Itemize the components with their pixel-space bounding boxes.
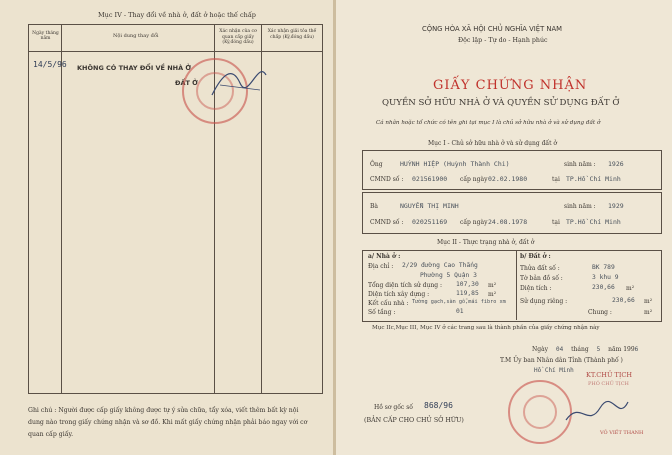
house-heading: a/ Nhà ở : [368, 253, 401, 260]
house-build-unit: m² [488, 291, 497, 298]
section-iv-title: Mục IV - Thay đổi về nhà ở, đất ở hoặc thế chấp [98, 11, 256, 19]
committee-line-1: T.M Ủy ban Nhân dân Tỉnh (Thành phố ) [500, 357, 623, 364]
owner2-at-label: tại [552, 219, 560, 226]
owner2-issued-label: cấp ngày [460, 219, 488, 226]
owner1-birth: 1926 [608, 160, 624, 168]
date-day-label: Ngày [532, 346, 549, 353]
official-seal-right-inner [523, 395, 557, 429]
house-build: 119,85 [456, 290, 479, 297]
footer-note-3: quan cấp giấy. [28, 431, 74, 438]
row-content-line1: KHÔNG CÓ THAY ĐỔI VỀ NHÀ Ở [77, 64, 192, 72]
house-addr-label: Địa chỉ : [368, 263, 394, 270]
house-total-unit: m² [488, 282, 497, 289]
land-private-unit: m² [644, 298, 653, 305]
owner1-id: 021561900 [412, 175, 448, 183]
house-build-label: Diện tích xây dựng : [368, 291, 430, 298]
intro-text: Cá nhân hoặc tổ chức có tên ghi tại mục I là chủ sở hữu nhà ở và sử dụng đất ở [376, 120, 601, 126]
owner2-label: Bà [370, 203, 378, 210]
chair-stamp: KT.CHỦ TỊCH [586, 371, 633, 379]
house-total-label: Tổng diện tích sử dụng : [368, 282, 443, 289]
house-floors: 01 [456, 308, 464, 315]
owner2-name: NGUYỄN THỊ MINH [400, 202, 459, 210]
land-map: 3 khu 9 [592, 274, 619, 281]
national-motto: Độc lập - Tự do - Hạnh phúc [458, 37, 548, 44]
date-day: 04 [555, 346, 564, 353]
row-date: 14/5/96 [33, 60, 67, 69]
owner2-place: TP.Hồ Chí Minh [566, 218, 621, 226]
owner1-id-label: CMND số : [370, 176, 404, 183]
chair-subtitle: PHÓ CHỦ TỊCH [588, 381, 629, 387]
header-confirm: Xác nhận của cơ quan cấp giấy (Ký,đóng dấu) [219, 29, 257, 46]
header-mortgage: Xác nhận giải tỏa thế chấp (Ký,đóng dấu) [267, 29, 317, 40]
house-struct-label: Kết cấu nhà : [368, 300, 409, 307]
date-year: 6 [634, 346, 639, 353]
changes-table [28, 24, 323, 394]
footer-note-2: dung nào trong giấy chứng nhận và sơ đồ. Khi mất giấy chứng nhận phải báo ngay với cơ [28, 419, 308, 426]
land-lot: BK 789 [592, 264, 615, 271]
file-number: 868/96 [424, 401, 453, 410]
date-year-label: năm 199 [608, 346, 635, 353]
owner1-issued: 02.02.1980 [488, 175, 528, 183]
signature-icon [210, 55, 270, 105]
owner1-issued-label: cấp ngày [460, 176, 488, 183]
land-shared-unit: m² [644, 309, 653, 316]
row-content-line2: ĐẤT Ở [175, 79, 198, 87]
signer-name: VÕ VIẾT THANH [600, 430, 644, 436]
certificate-subtitle: QUYỀN SỞ HỮU NHÀ Ở VÀ QUYỀN SỬ DỤNG ĐẤT Ở [382, 98, 620, 108]
continuation-note: Mục IIc,Mục III, Mục IV ở các trang sau là thành phần của giấy chứng nhận này [372, 325, 600, 331]
owner-box-2 [362, 192, 662, 234]
land-heading: b/ Đất ở : [520, 253, 551, 260]
land-area-label: Diện tích : [520, 285, 552, 292]
land-lot-label: Thửa đất số : [520, 265, 560, 272]
land-shared-label: Chung : [588, 309, 612, 316]
left-page [0, 0, 333, 455]
certificate-title: GIẤY CHỨNG NHẬN [433, 78, 588, 93]
file-note: (BẢN CẤP CHO CHỦ SỞ HỮU) [364, 417, 464, 424]
committee-line-2: Hồ Chí Minh [534, 367, 574, 374]
date-month: 5 [596, 346, 601, 353]
owner1-place: TP.Hồ Chí Minh [566, 175, 621, 183]
country-name: CỘNG HÒA XÃ HỘI CHỦ NGHĨA VIỆT NAM [422, 25, 562, 33]
footer-note-1: Ghi chú : Người được cấp giấy không được tự ý sửa chữa, tẩy xóa, viết thêm bất kỳ nội [28, 407, 299, 414]
house-floors-label: Số tầng : [368, 309, 396, 316]
section-i-title: Mục I - Chủ sở hữu nhà ở và sử dụng đất ở [428, 140, 558, 147]
land-private: 230,66 [612, 297, 635, 304]
house-total: 107,30 [456, 281, 479, 288]
house-struct: Tường gạch,sàn gỗ,mái fibro xm [412, 299, 506, 305]
owner1-label: Ông [370, 161, 383, 168]
issue-date [532, 346, 638, 353]
owner1-at-label: tại [552, 176, 560, 183]
land-area-unit: m² [626, 285, 635, 292]
date-month-label: tháng [571, 346, 589, 353]
file-label: Hồ sơ gốc số [374, 404, 413, 411]
section-ii-title: Mục II - Thực trạng nhà ở, đất ở [437, 239, 535, 246]
land-private-label: Sử dụng riêng : [520, 298, 568, 305]
owner2-id-label: CMND số : [370, 219, 404, 226]
owner1-birth-label: sinh năm : [564, 161, 596, 168]
owner2-issued: 24.08.1978 [488, 218, 528, 226]
header-content: Nội dung thay đổi [113, 33, 159, 39]
right-page [336, 0, 672, 455]
land-map-label: Tờ bản đồ số : [520, 275, 563, 282]
owner2-id: 020251169 [412, 218, 448, 226]
land-area: 230,66 [592, 284, 615, 291]
signature-icon [562, 392, 632, 432]
header-date: Ngày tháng năm [32, 31, 59, 42]
owner2-birth-label: sinh năm : [564, 203, 596, 210]
house-addr-1: 2/29 đường Cao Thắng [402, 262, 478, 269]
owner-box-1 [362, 150, 662, 190]
house-addr-2: Phường 5 Quận 3 [420, 272, 477, 279]
owner1-name: HUỲNH HIỆP (Huỳnh Thành Chi) [400, 160, 510, 168]
owner2-birth: 1929 [608, 202, 624, 210]
